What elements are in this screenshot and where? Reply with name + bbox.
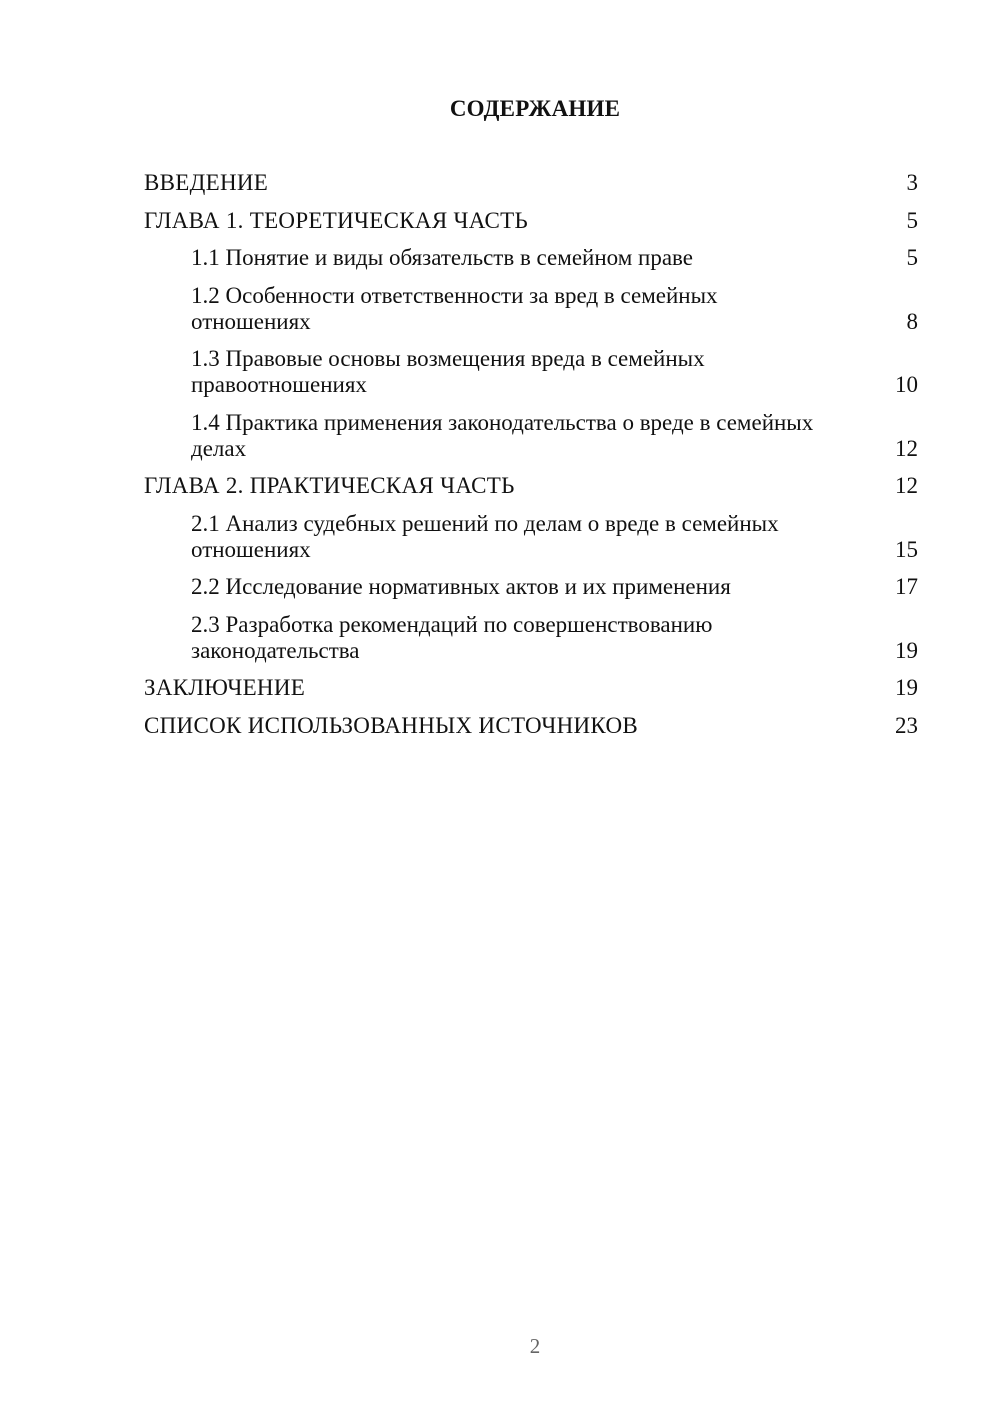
toc-entry-page: 5 <box>906 245 918 270</box>
toc-entry-section-1-3[interactable] <box>144 346 918 398</box>
toc-entry-section-2-3[interactable] <box>144 612 918 664</box>
toc-entry-label: 1.3 Правовые основы возмещения вреда в семейных правоотношениях <box>191 346 705 397</box>
toc-entry-section-1-2[interactable] <box>144 283 918 335</box>
toc-entry-section-1-1[interactable] <box>144 245 918 271</box>
toc-entry-section-2-1[interactable] <box>144 511 918 563</box>
toc-entry-label: 1.4 Практика применения законодательства о вреде в семейных делах <box>191 409 814 461</box>
toc-entry-conclusion[interactable] <box>144 675 918 701</box>
toc-entry-page: 23 <box>895 712 918 738</box>
toc-entry-chapter-1[interactable] <box>144 208 918 234</box>
table-of-contents <box>144 170 918 750</box>
toc-entry-label: СПИСОК ИСПОЛЬЗОВАННЫХ ИСТОЧНИКОВ <box>144 712 639 738</box>
toc-entry-page: 17 <box>895 574 918 599</box>
toc-entry-label: 2.2 Исследование нормативных актов и их применения <box>191 574 731 599</box>
toc-entry-label: 2.3 Разработка рекомендаций по совершенствованию законодательства <box>191 611 713 663</box>
toc-entry-page: 12 <box>895 435 918 461</box>
toc-entry-label: 2.1 Анализ судебных решений по делам о вреде в семейных отношениях <box>191 510 779 562</box>
toc-entry-page: 15 <box>895 536 918 562</box>
toc-entry-section-2-2[interactable] <box>144 574 918 600</box>
toc-entry-section-1-4[interactable] <box>144 410 918 462</box>
page-number: 2 <box>529 1334 541 1358</box>
toc-entry-references[interactable] <box>144 713 918 739</box>
toc-entry-page: 3 <box>906 170 918 195</box>
toc-entry-label: 1.1 Понятие и виды обязательств в семейном праве <box>191 245 693 270</box>
toc-entry-label: 1.2 Особенности ответственности за вред в семейных отношениях <box>191 282 718 334</box>
toc-entry-label: ГЛАВА 2. ПРАКТИЧЕСКАЯ ЧАСТЬ <box>144 473 515 498</box>
toc-entry-introduction[interactable] <box>144 170 918 196</box>
toc-entry-page: 19 <box>895 637 918 663</box>
toc-entry-label: ЗАКЛЮЧЕНИЕ <box>144 675 306 700</box>
toc-entry-page: 19 <box>895 675 918 700</box>
toc-entry-page: 5 <box>906 207 918 233</box>
toc-entry-page: 12 <box>895 473 918 498</box>
toc-entry-label: ГЛАВА 1. ТЕОРЕТИЧЕСКАЯ ЧАСТЬ <box>144 207 529 233</box>
toc-entry-page: 10 <box>895 372 918 397</box>
toc-entry-label: ВВЕДЕНИЕ <box>144 170 269 195</box>
toc-entry-chapter-2[interactable] <box>144 473 918 499</box>
page-title: СОДЕРЖАНИЕ <box>449 96 621 121</box>
toc-entry-page: 8 <box>906 308 918 334</box>
